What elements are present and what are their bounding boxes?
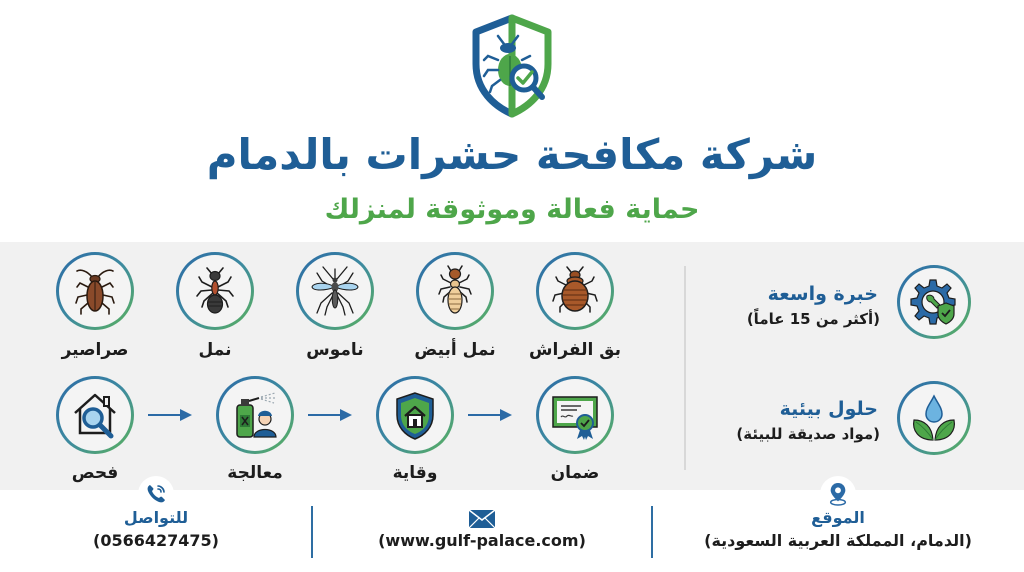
water-drop-leaves-icon	[908, 392, 960, 444]
step-guarantee	[536, 376, 614, 454]
arrow-right-icon	[308, 408, 352, 422]
cockroach-icon	[69, 265, 121, 317]
pest-label-bed-bug: بق الفراش	[529, 340, 621, 360]
envelope-icon-wrap	[469, 510, 495, 532]
feature-experience	[897, 265, 971, 339]
shield-house-icon	[389, 389, 441, 441]
termite-icon	[429, 265, 481, 317]
pest-mosquito	[296, 252, 374, 330]
location-address: (الدمام، المملكة العربية السعودية)	[704, 531, 972, 550]
footer-contact	[0, 490, 312, 572]
pest-label-termite: نمل أبيض	[414, 340, 496, 360]
feature-subtitle-experience: (أكثر من 15 عاماً)	[746, 310, 880, 328]
footer-location	[652, 490, 1024, 572]
step-treatment	[216, 376, 294, 454]
step-label-prevention: وقاية	[392, 463, 438, 483]
sprayer-technician-icon	[229, 389, 281, 441]
step-label-inspection: فحص	[71, 463, 119, 483]
map-pin-icon-bubble	[820, 476, 856, 512]
feature-subtitle-eco: (مواد صديقة للبيئة)	[736, 425, 880, 443]
pest-ant	[176, 252, 254, 330]
feature-title-experience: خبرة واسعة	[767, 283, 878, 305]
pest-label-mosquito: ناموس	[306, 340, 364, 360]
pest-termite	[416, 252, 494, 330]
certificate-badge-icon	[549, 389, 601, 441]
arrow-right-icon	[468, 408, 512, 422]
pest-label-ant: نمل	[198, 340, 232, 360]
step-label-treatment: معالجة	[227, 463, 283, 483]
step-inspection	[56, 376, 134, 454]
feature-eco	[897, 381, 971, 455]
website-url[interactable]: (www.gulf-palace.com)	[378, 531, 586, 550]
pest-cockroach	[56, 252, 134, 330]
envelope-icon	[469, 510, 495, 528]
phone-icon	[144, 482, 168, 506]
gear-wrench-shield-icon	[908, 276, 960, 328]
services-band	[0, 242, 1024, 490]
phone-icon-bubble	[138, 476, 174, 512]
phone-number[interactable]: (0566427475)	[93, 531, 219, 550]
ant-icon	[189, 265, 241, 317]
company-logo	[466, 14, 558, 118]
footer-website	[312, 490, 652, 572]
section-divider	[684, 266, 686, 470]
pest-bed-bug	[536, 252, 614, 330]
page-subtitle: حماية فعالة وموثوقة لمنزلك	[324, 194, 700, 225]
page-title: شركة مكافحة حشرات بالدمام	[206, 130, 818, 179]
map-pin-icon	[827, 481, 849, 507]
arrow-right-icon	[148, 408, 192, 422]
bed-bug-icon	[549, 265, 601, 317]
pest-label-cockroach: صراصير	[61, 340, 129, 360]
shield-bug-magnifier-check-icon	[466, 14, 558, 118]
mosquito-icon	[309, 265, 361, 317]
house-magnifier-icon	[69, 389, 121, 441]
location-heading: الموقع	[811, 508, 865, 527]
step-label-guarantee: ضمان	[550, 463, 600, 483]
step-prevention	[376, 376, 454, 454]
feature-title-eco: حلول بيئية	[779, 398, 878, 420]
contact-heading: للتواصل	[123, 508, 189, 527]
